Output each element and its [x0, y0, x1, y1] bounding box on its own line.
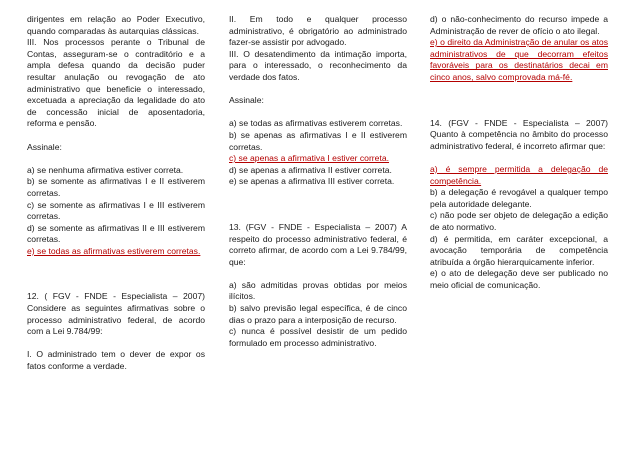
q13-option-b: b) salvo previsão legal específica, é de cinco dias o prazo para a interposição de recurso.: [229, 303, 407, 325]
question-12-heading: 12. ( FGV - FNDE - Especialista – 2007) Considere as seguintes afirmativas sobre o processo administrativo federal, de acordo com a Lei 9.784/99:: [27, 291, 205, 337]
q12-option-b: b) se apenas as afirmativas I e II estiverem corretas.: [229, 129, 407, 152]
assinale-label: Assinale:: [229, 95, 264, 106]
option-d: d) se somente as afirmativas II e III estiverem corretas.: [27, 222, 205, 245]
option-c: c) se somente as afirmativas I e III estiverem corretas.: [27, 199, 205, 222]
q12-option-c-answer: c) se apenas a afirmativa I estiver correta.: [229, 153, 390, 164]
q12-option-e: e) se apenas a afirmativa III estiver correta.: [229, 176, 395, 187]
option-e-answer: e) se todas as afirmativas estiverem corretas.: [27, 245, 201, 256]
statement-iii: III. Nos processos perante o Tribunal de Contas, asseguram-se o contraditório e a ampla defesa quando da decisão puder resultar anulação ou revogação de ato administrativo que beneficie o interessado, excetuada a apreciação da legalidade do ato de concessão inicial de aposentadoria, reforma e pensão.: [27, 37, 205, 129]
q12-statement-ii: II. Em todo e qualquer processo administrativo, é obrigatório ao administrado fazer-se assistir por advogado.: [229, 14, 407, 48]
q14-option-d: d) é permitida, em caráter excepcional, a avocação temporária de competência atribuída a órgão hierarquicamente inferior.: [430, 233, 608, 267]
q13-option-d: d) o não-conhecimento do recurso impede a Administração de rever de ofício o ato ilegal.: [430, 14, 608, 36]
question-14-heading: 14. (FGV - FNDE - Especialista – 2007) Quanto à competência no âmbito do processo administrativo federal, é incorreto afirmar que:: [430, 117, 608, 151]
q12-option-a: a) se todas as afirmativas estiverem corretas.: [229, 118, 403, 129]
q12-statement-i: I. O administrado tem o dever de expor os fatos conforme a verdade.: [27, 349, 205, 372]
q13-option-e-answer: e) o direito da Administração de anular os atos administrativos de que decorram efeitos favoráveis para os destinatários decai em cinco anos, salvo comprovada má-fé.: [430, 37, 608, 82]
q13-option-c: c) nunca é possível desistir de um pedido formulado em processo administrativo.: [229, 326, 407, 348]
q14-option-b: b) a delegação é revogável a qualquer tempo pela autoridade delegante.: [430, 187, 608, 209]
column-3: [430, 14, 608, 291]
option-a: a) se nenhuma afirmativa estiver correta.: [27, 164, 184, 175]
q12-statement-iii: III. O desatendimento da intimação importa, para o interessado, o reconhecimento da verdade dos fatos.: [229, 48, 407, 82]
q14-option-e: e) o ato de delegação deve ser publicado no meio oficial de comunicação.: [430, 268, 608, 290]
column-2: [229, 14, 407, 349]
q14-option-a-answer: a) é sempre permitida a delegação de competência.: [430, 163, 608, 186]
q14-option-c: c) não pode ser objeto de delegação a edição de ato normativo.: [430, 210, 608, 232]
question-13-heading: 13. (FGV - FNDE - Especialista – 2007) A respeito do processo administrativo federal, é correto afirmar, de acordo com a Lei 9.784/99, que:: [229, 221, 407, 267]
option-b: b) se somente as afirmativas I e II estiverem corretas.: [27, 176, 205, 198]
column-1: [27, 14, 205, 373]
intro-text: dirigentes em relação ao Poder Executivo, quando comparadas às autarquias clássicas.: [27, 14, 205, 36]
q13-option-a: a) são admitidas provas obtidas por meios ilícitos.: [229, 279, 407, 302]
assinale-label: Assinale:: [27, 141, 62, 152]
q12-option-d: d) se apenas a afirmativa II estiver correta.: [229, 164, 392, 175]
